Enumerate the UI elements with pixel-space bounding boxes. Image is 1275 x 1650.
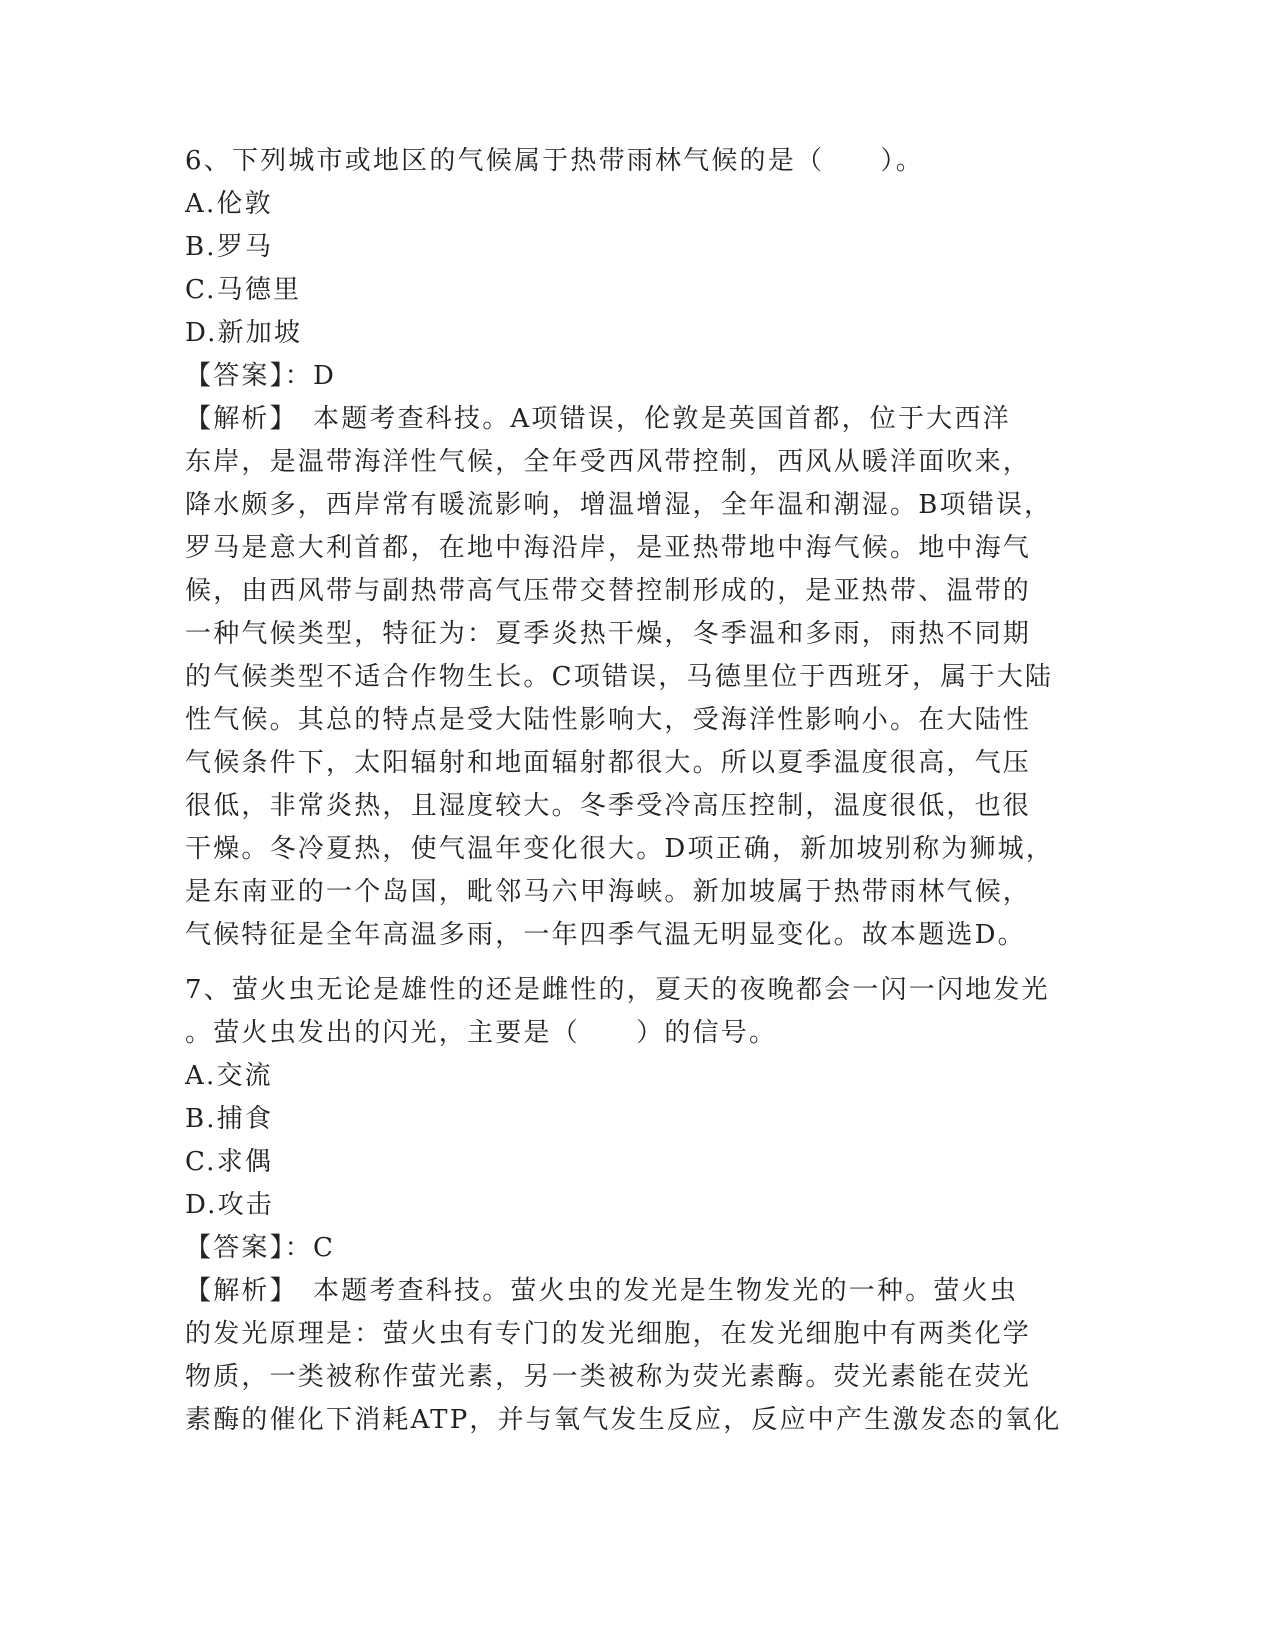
option-b: B.罗马 <box>185 232 274 262</box>
analysis-line: 气候特征是全年高温多雨，一年四季气温无明显变化。故本题选D。 <box>185 920 1026 950</box>
analysis-line: 的气候类型不适合作物生长。C项错误，马德里位于西班牙，属于大陆 <box>185 662 1054 692</box>
analysis-line: 【解析】 本题考查科技。A项错误，伦敦是英国首都，位于大西洋 <box>185 404 1011 434</box>
option-d: D.新加坡 <box>185 318 303 348</box>
analysis-line: 干燥。冬冷夏热，使气温年变化很大。D项正确，新加坡别称为狮城， <box>185 834 1055 864</box>
option-a: A.交流 <box>185 1061 273 1091</box>
answer: 【答案】：C <box>185 1233 336 1263</box>
question-7 <box>185 969 1085 1442</box>
option-c: C.马德里 <box>185 275 302 305</box>
question-6 <box>185 140 1085 957</box>
analysis-line: 的发光原理是：萤火虫有专门的发光细胞，在发光细胞中有两类化学 <box>185 1319 1032 1349</box>
analysis <box>185 398 1085 957</box>
option-d: D.攻击 <box>185 1190 274 1220</box>
analysis-line: 降水颇多，西岸常有暖流影响，增温增湿，全年温和潮湿。B项错误， <box>185 490 1053 520</box>
analysis-line: 素酶的催化下消耗ATP，并与氧气发生反应，反应中产生激发态的氧化 <box>185 1405 1062 1435</box>
analysis-line: 性气候。其总的特点是受大陆性影响大，受海洋性影响小。在大陆性 <box>185 705 1032 735</box>
question-stem: 。萤火虫发出的闪光，主要是（ ）的信号。 <box>185 1018 778 1048</box>
analysis-line: 气候条件下，太阳辐射和地面辐射都很大。所以夏季温度很高，气压 <box>185 748 1032 778</box>
analysis-line: 一种气候类型，特征为：夏季炎热干燥，冬季温和多雨，雨热不同期 <box>185 619 1032 649</box>
analysis-line: 很低，非常炎热，且湿度较大。冬季受冷高压控制，温度很低，也很 <box>185 791 1032 821</box>
answer: 【答案】：D <box>185 361 337 391</box>
analysis-line: 是东南亚的一个岛国，毗邻马六甲海峡。新加坡属于热带雨林气候， <box>185 877 1032 907</box>
document-page <box>185 140 1085 1448</box>
question-stem: 7、萤火虫无论是雄性的还是雌性的，夏天的夜晚都会一闪一闪地发光 <box>185 975 1050 1005</box>
question-stem: 6、下列城市或地区的气候属于热带雨林气候的是（ ）。 <box>185 146 924 176</box>
option-c: C.求偶 <box>185 1147 274 1177</box>
analysis-line: 罗马是意大利首都，在地中海沿岸，是亚热带地中海气候。地中海气 <box>185 533 1032 563</box>
analysis-line: 【解析】 本题考查科技。萤火虫的发光是生物发光的一种。萤火虫 <box>185 1276 1019 1306</box>
analysis-line: 候，由西风带与副热带高气压带交替控制形成的，是亚热带、温带的 <box>185 576 1032 606</box>
analysis-line: 东岸，是温带海洋性气候，全年受西风带控制，西风从暖洋面吹来， <box>185 447 1032 477</box>
analysis <box>185 1270 1085 1442</box>
analysis-line: 物质，一类被称作萤光素，另一类被称为荧光素酶。荧光素能在荧光 <box>185 1362 1032 1392</box>
option-b: B.捕食 <box>185 1104 274 1134</box>
option-a: A.伦敦 <box>185 189 273 219</box>
